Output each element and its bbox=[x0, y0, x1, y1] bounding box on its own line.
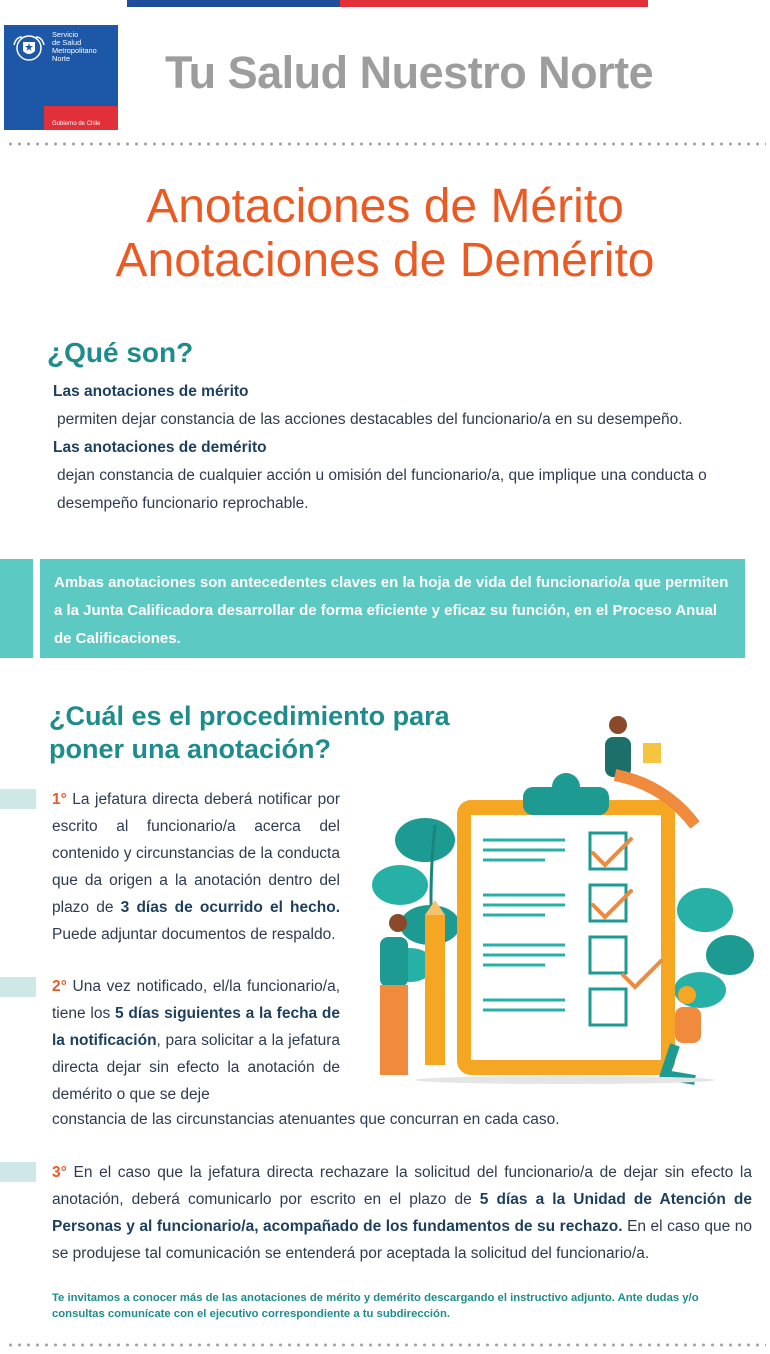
clipboard-illustration bbox=[365, 715, 760, 1095]
procedimiento-heading-line-2: poner una anotación? bbox=[49, 734, 332, 764]
coat-of-arms-icon bbox=[10, 31, 48, 65]
step-1-tab bbox=[0, 789, 36, 809]
que-son-heading: ¿Qué son? bbox=[47, 337, 194, 368]
main-title bbox=[0, 180, 770, 288]
step-3-text-a: En el caso que la jefatura directa rechazare la solicitud del funcionario/a de dejar sin efecto la anotación, deberá comunicarlo por escrito en el plazo de bbox=[52, 1164, 752, 1208]
step-2-continued: constancia de las circunstancias atenuantes que concurran en cada caso. bbox=[52, 1111, 560, 1128]
top-accent-red bbox=[340, 0, 648, 7]
step-1-text-b: Puede adjuntar documentos de respaldo. bbox=[52, 926, 336, 943]
highlight-text: Ambas anotaciones son antecedentes claves en la hoja de vida del funcionario/a que permiten a la Junta Calificadora desarrollar de forma eficiente y eficaz su función, en el Proceso Anual de Calificaciones. bbox=[54, 574, 729, 647]
step-3-text-b: En el caso que no se produjese tal comunicación se entenderá por aceptada la solicitud del funcionario/a. bbox=[52, 1218, 752, 1262]
logo-blue-band bbox=[4, 106, 44, 130]
highlight-tab bbox=[0, 559, 33, 658]
dotted-divider-top bbox=[6, 142, 766, 146]
step-1 bbox=[52, 786, 340, 948]
step-1-text-a: La jefatura directa deberá notificar por escrito al funcionario/a acerca del contenido y circunstancias de la conducta que da origen a la anotación dentro del plazo de bbox=[52, 791, 340, 916]
step-2-bold: 5 días siguientes a la fecha de la notificación bbox=[52, 1005, 341, 1049]
procedimiento-heading-line-1: ¿Cuál es el procedimiento para bbox=[49, 701, 450, 731]
step-2-text-a: Una vez notificado, el/la funcionario/a, tiene los bbox=[52, 978, 341, 1022]
title-line-2: Anotaciones de Demérito bbox=[115, 234, 655, 287]
ssmn-logo bbox=[4, 25, 118, 130]
step-1-bold: 3 días de ocurrido el hecho. bbox=[120, 899, 341, 916]
demerito-text: dejan constancia de cualquier acción u omisión del funcionario/a, que implique una conducta o desempeño funcionario reprochable. bbox=[57, 467, 707, 512]
step-2 bbox=[52, 973, 340, 1108]
merito-label: Las anotaciones de mérito bbox=[53, 383, 249, 400]
title-line-1: Anotaciones de Mérito bbox=[146, 180, 624, 233]
gov-label: Gobierno de Chile bbox=[52, 121, 101, 127]
step-1-number: 1° bbox=[52, 791, 67, 808]
step-3 bbox=[52, 1159, 752, 1267]
step-3-bold: 5 días a la Unidad de Atención de Personas y al funcionario/a, acompañado de los fundamentos de su rechazo. bbox=[52, 1191, 752, 1235]
top-accent-blue bbox=[127, 0, 340, 7]
demerito-label: Las anotaciones de demérito bbox=[53, 439, 267, 456]
step-2-tab bbox=[0, 977, 36, 997]
highlight-box bbox=[40, 559, 745, 658]
step-2-text-b: , para solicitar a la jefatura directa dejar sin efecto la anotación de demérito o que se deje bbox=[52, 1032, 340, 1103]
step-2-number: 2° bbox=[52, 978, 67, 995]
step-3-number: 3° bbox=[52, 1164, 67, 1181]
brand-title: Tu Salud Nuestro Norte bbox=[165, 47, 654, 98]
merito-text: permiten dejar constancia de las acciones destacables del funcionario/a en su desempeño. bbox=[57, 411, 683, 428]
person-left-icon bbox=[380, 914, 408, 1075]
org-name: Servicio de Salud Metropolitano Norte bbox=[52, 30, 97, 63]
dotted-divider-bottom bbox=[6, 1343, 766, 1347]
step-3-tab bbox=[0, 1162, 36, 1182]
que-son-body bbox=[53, 378, 743, 518]
footer-note: Te invitamos a conocer más de las anotaciones de mérito y demérito descargando el instructivo adjunto. Ante dudas y/o consultas comunícate con el ejecutivo correspondiente a tu subdirección. bbox=[52, 1292, 699, 1320]
